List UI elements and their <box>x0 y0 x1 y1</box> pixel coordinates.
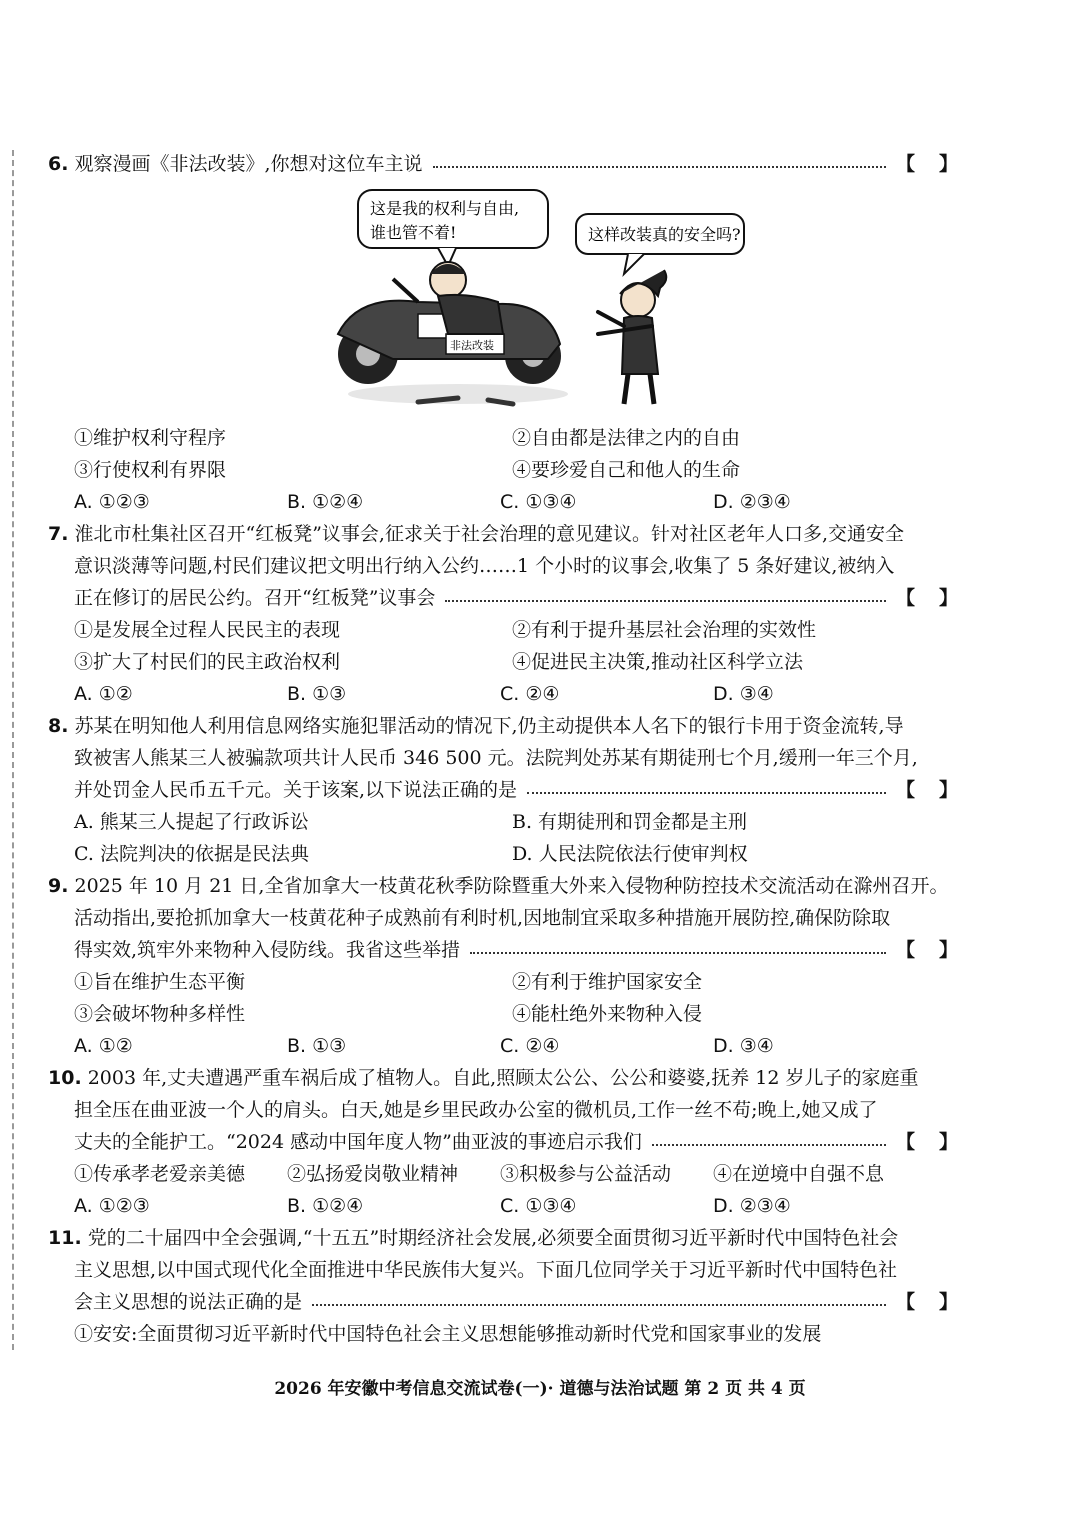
option-4: ④在逆境中自强不息 <box>713 1163 885 1185</box>
q10-stem-line <box>48 1126 958 1158</box>
q10-last: 丈夫的全能护工。“2024 感动中国年度人物”曲亚波的事迹启示我们 <box>74 1131 642 1153</box>
q7-line2: 意识淡薄等问题,村民们建议把文明出行纳入公约……1 个小时的议事会,收集了 5 条好建议,被纳入 <box>74 555 895 577</box>
q9-line1: 2025 年 10 月 21 日,全省加拿大一枝黄花秋季防除暨重大外来入侵物种防控技术交流活动在滁州召开。 <box>74 875 949 897</box>
answer-d[interactable]: D. ②③④ <box>713 491 791 513</box>
q10-line1: 2003 年,丈夫遭遇严重车祸后成了植物人。自此,照顾太公公、公公和婆婆,抚养 12 岁儿子的家庭重 <box>87 1067 919 1089</box>
leader-dots <box>312 1302 886 1306</box>
q11-line1: 党的二十届四中全会强调,“十五五”时期经济社会发展,必须要全面贯彻习近平新时代中国特色社会 <box>87 1227 899 1249</box>
q11-option-1: ①安安:全面贯彻习近平新时代中国特色社会主义思想能够推动新时代党和国家事业的发展 <box>74 1323 822 1345</box>
bubble-man-line1: 这是我的权利与自由, <box>370 199 520 218</box>
answer-a[interactable]: A. ①②③ <box>74 491 150 513</box>
option-4: ④促进民主决策,推动社区科学立法 <box>512 651 804 673</box>
answer-c[interactable]: C. ②④ <box>500 1035 560 1057</box>
bubble-woman: 这样改装真的安全吗? <box>588 225 741 244</box>
option-1: ①是发展全过程人民民主的表现 <box>74 619 341 641</box>
q11-line2: 主义思想,以中国式现代化全面推进中华民族伟大复兴。下面几位同学关于习近平新时代中国特色社 <box>74 1259 898 1281</box>
q7-options-row1 <box>48 614 958 646</box>
option-3: ③扩大了村民们的民主政治权利 <box>74 651 341 673</box>
option-2: ②有利于提升基层社会治理的实效性 <box>512 619 817 641</box>
answer-bracket[interactable]: 【 】 <box>896 779 958 801</box>
q6-options-row2 <box>48 454 958 486</box>
option-3: ③积极参与公益活动 <box>500 1163 672 1185</box>
q11-last: 会主义思想的说法正确的是 <box>74 1291 303 1313</box>
option-1: ①维护权利守程序 <box>74 427 227 449</box>
answer-a[interactable]: A. ①②③ <box>74 1195 150 1217</box>
questions <box>48 148 958 1350</box>
question-7 <box>48 518 958 710</box>
modification-sign: 非法改装 <box>450 339 494 352</box>
answer-b[interactable]: B. ①②④ <box>287 491 364 513</box>
q10-options <box>48 1158 958 1190</box>
option-2: ②有利于维护国家安全 <box>512 971 703 993</box>
option-2: ②弘扬爱岗敬业精神 <box>287 1163 459 1185</box>
option-4: ④要珍爱自己和他人的生命 <box>512 459 741 481</box>
q6-stem-line <box>48 148 958 180</box>
q6-answers <box>48 486 958 518</box>
q9-options-row2 <box>48 998 958 1030</box>
question-8 <box>48 710 958 870</box>
leader-dots <box>470 950 886 954</box>
q9-line2: 活动指出,要抢抓加拿大一枝黄花种子成熟前有利时机,因地制宜采取多种措施开展防控,确保防除取 <box>74 907 891 929</box>
answer-d[interactable]: D. 人民法院依法行使审判权 <box>512 843 748 865</box>
answer-bracket[interactable]: 【 】 <box>896 939 958 961</box>
answer-a[interactable]: A. ①② <box>74 683 133 705</box>
q9-number: 9. <box>48 875 69 897</box>
q7-options-row2 <box>48 646 958 678</box>
q8-line1: 苏某在明知他人利用信息网络实施犯罪活动的情况下,仍主动提供本人名下的银行卡用于资金流转,导 <box>74 715 904 737</box>
q7-line1: 淮北市杜集社区召开“红板凳”议事会,征求关于社会治理的意见建议。针对社区老年人口多,交通安全 <box>74 523 905 545</box>
question-6 <box>48 148 958 518</box>
answer-b[interactable]: B. ①③ <box>287 683 347 705</box>
q8-last: 并处罚金人民币五千元。关于该案,以下说法正确的是 <box>74 779 518 801</box>
q6-options-row1 <box>48 422 958 454</box>
page-footer: 2026 年安徽中考信息交流试卷(一)· 道德与法治试题 第 2 页 共 4 页 <box>274 1379 806 1399</box>
answer-c[interactable]: C. ②④ <box>500 683 560 705</box>
q7-stem-line <box>48 582 958 614</box>
q9-last: 得实效,筑牢外来物种入侵防线。我省这些举措 <box>74 939 461 961</box>
q8-stem-line <box>48 774 958 806</box>
comic-illegal-modification <box>48 184 958 416</box>
q10-line2: 担全压在曲亚波一个人的肩头。白天,她是乡里民政办公室的微机员,工作一丝不苟;晚上,她又成了 <box>74 1099 878 1121</box>
option-1: ①旨在维护生态平衡 <box>74 971 246 993</box>
leader-dots <box>652 1142 886 1146</box>
q9-options-row1 <box>48 966 958 998</box>
q8-options-row2 <box>48 838 958 870</box>
q11-number: 11. <box>48 1227 82 1249</box>
answer-bracket[interactable]: 【 】 <box>896 1291 958 1313</box>
option-4: ④能杜绝外来物种入侵 <box>512 1003 703 1025</box>
option-2: ②自由都是法律之内的自由 <box>512 427 741 449</box>
answer-bracket[interactable]: 【 】 <box>896 587 958 609</box>
answer-c[interactable]: C. ①③④ <box>500 1195 577 1217</box>
answer-a[interactable]: A. 熊某三人提起了行政诉讼 <box>74 811 309 833</box>
answer-d[interactable]: D. ③④ <box>713 1035 774 1057</box>
q7-number: 7. <box>48 523 69 545</box>
answer-c[interactable]: C. ①③④ <box>500 491 577 513</box>
leader-dots <box>445 598 886 602</box>
q7-answers <box>48 678 958 710</box>
option-3: ③行使权利有界限 <box>74 459 227 481</box>
question-11 <box>48 1222 958 1350</box>
question-10 <box>48 1062 958 1222</box>
answer-d[interactable]: D. ③④ <box>713 683 774 705</box>
q8-number: 8. <box>48 715 69 737</box>
q8-options-row1 <box>48 806 958 838</box>
answer-c[interactable]: C. 法院判决的依据是民法典 <box>74 843 309 865</box>
q10-number: 10. <box>48 1067 82 1089</box>
q6-number: 6. <box>48 153 69 175</box>
comic-illustration <box>298 184 758 416</box>
answer-b[interactable]: B. 有期徒刑和罚金都是主刑 <box>512 811 748 833</box>
answer-b[interactable]: B. ①③ <box>287 1035 347 1057</box>
answer-bracket[interactable]: 【 】 <box>896 1131 958 1153</box>
leader-dots <box>433 164 886 168</box>
q7-last: 正在修订的居民公约。召开“红板凳”议事会 <box>74 587 436 609</box>
question-9 <box>48 870 958 1062</box>
answer-d[interactable]: D. ②③④ <box>713 1195 791 1217</box>
leader-dots <box>527 790 886 794</box>
answer-a[interactable]: A. ①② <box>74 1035 133 1057</box>
q9-answers <box>48 1030 958 1062</box>
q10-answers <box>48 1190 958 1222</box>
binding-line <box>12 150 14 1350</box>
q11-stem-line <box>48 1286 958 1318</box>
answer-bracket[interactable]: 【 】 <box>896 153 958 175</box>
q9-stem-line <box>48 934 958 966</box>
answer-b[interactable]: B. ①②④ <box>287 1195 364 1217</box>
option-1: ①传承孝老爱亲美德 <box>74 1163 246 1185</box>
q6-stem: 观察漫画《非法改装》,你想对这位车主说 <box>74 153 423 175</box>
option-3: ③会破坏物种多样性 <box>74 1003 246 1025</box>
q8-line2: 致被害人熊某三人被骗款项共计人民币 346 500 元。法院判处苏某有期徒刑七个月,缓刑一年三个月, <box>74 747 918 769</box>
bubble-man-line2: 谁也管不着! <box>370 223 457 242</box>
